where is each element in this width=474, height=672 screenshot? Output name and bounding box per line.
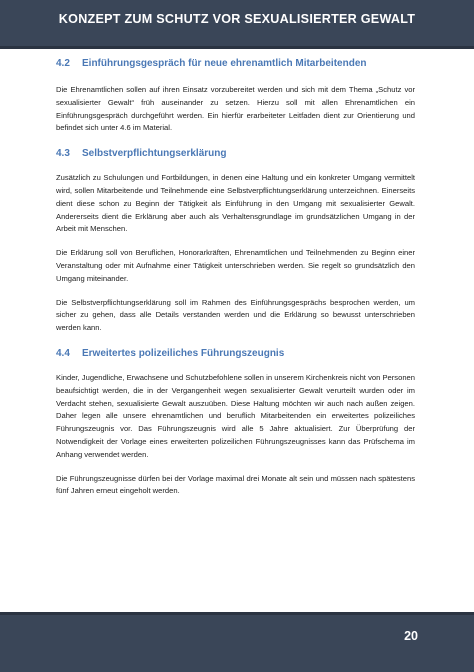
section-4-3 [56,147,415,335]
section-heading [56,347,415,361]
section-title: Selbstverpflichtungserklärung [82,148,227,160]
page-footer [0,612,474,672]
page-content [56,57,415,498]
section-title: Erweitertes polizeiliches Führungszeugnis [82,347,285,359]
page-header [0,0,474,49]
section-4-2 [56,57,415,135]
paragraph: Die Selbstverpflichtungserklärung soll im Rahmen des Einführungsgesprächs besprochen werden, um sicher zu gehen, dass alle Details verstanden werden und die Erklärung so bewusst unterschrieben werden kann. [56,297,415,333]
section-4-4 [56,347,415,498]
paragraph: Die Führungszeugnisse dürfen bei der Vorlage maximal drei Monate alt sein und müssen nach spätestens fünf Jahren erneut eingeholt werden. [56,473,415,496]
section-number: 4.4 [56,347,70,359]
section-title: Einführungsgespräch für neue ehrenamtlich Mitarbeitenden [82,58,367,69]
paragraph: Kinder, Jugendliche, Erwachsene und Schutzbefohlene sollen in unserem Kirchenkreis nicht von Personen beaufsichtigt werden, die in der Vergangenheit wegen sexualisierter Gewalt verurteilt wurden oder im Verdacht stehen, sexualisierte Gewalt auszuüben. Diese Haltung möchten wir auch nach außen zeigen. Daher legen alle unsere ehrenamtlichen und beruflich Mitarbeitenden ein erweitertes polizeiliches Führungszeugnis vor. Das Führungszeugnis wird alle 5 Jahre aktualisiert. Zur Überprüfung der Notwendigkeit der Vorlage eines erweiterten polizeilichen Führungszeugnisses kann das Prüfschema im Anhang verwendet werden. [56,372,415,459]
document-title: KONZEPT ZUM SCHUTZ VOR SEXUALISIERTER GEWALT [58,12,416,26]
section-heading [56,147,415,161]
section-number: 4.2 [56,58,70,69]
paragraph: Die Ehrenamtlichen sollen auf ihren Einsatz vorzubereitet werden und sich mit dem Thema „Schutz vor sexualisierter Gewalt“ früh auseinander zu setzen. Hierzu soll mit allen Ehrenamtlichen ein Einführungsgespräch durchgeführt werden. Ein hierfür erarbeiteter Leitfaden dient zur Orientierung und befindet sich unter 4.6 im Material. [56,85,415,133]
page-number: 20 [404,629,418,643]
section-number: 4.3 [56,148,70,160]
paragraph: Zusätzlich zu Schulungen und Fortbildungen, in denen eine Haltung und ein konkreter Umgang vermittelt wird, sollen Mitarbeitende und Teilnehmende eine Selbstverpflichtungserklärung unterzeichnen. Einerseits dient diese schon zu Beginn der Tätigkeit als Einführung in den Umgang mit sexualisierter Gewalt. Andererseits dient die Erklärung aber auch als Verhaltensgrundlage im grundsätzlichen Umgang in der Arbeit mit Menschen. [56,173,415,234]
paragraph: Die Erklärung soll von Beruflichen, Honorarkräften, Ehrenamtlichen und Teilnehmenden zu Beginn einer Veranstaltung oder mit Aufnahme einer Tätigkeit unterschrieben werden. Sie regelt so grundsätzlich den Umgang miteinander. [56,248,415,283]
section-heading [56,57,415,71]
